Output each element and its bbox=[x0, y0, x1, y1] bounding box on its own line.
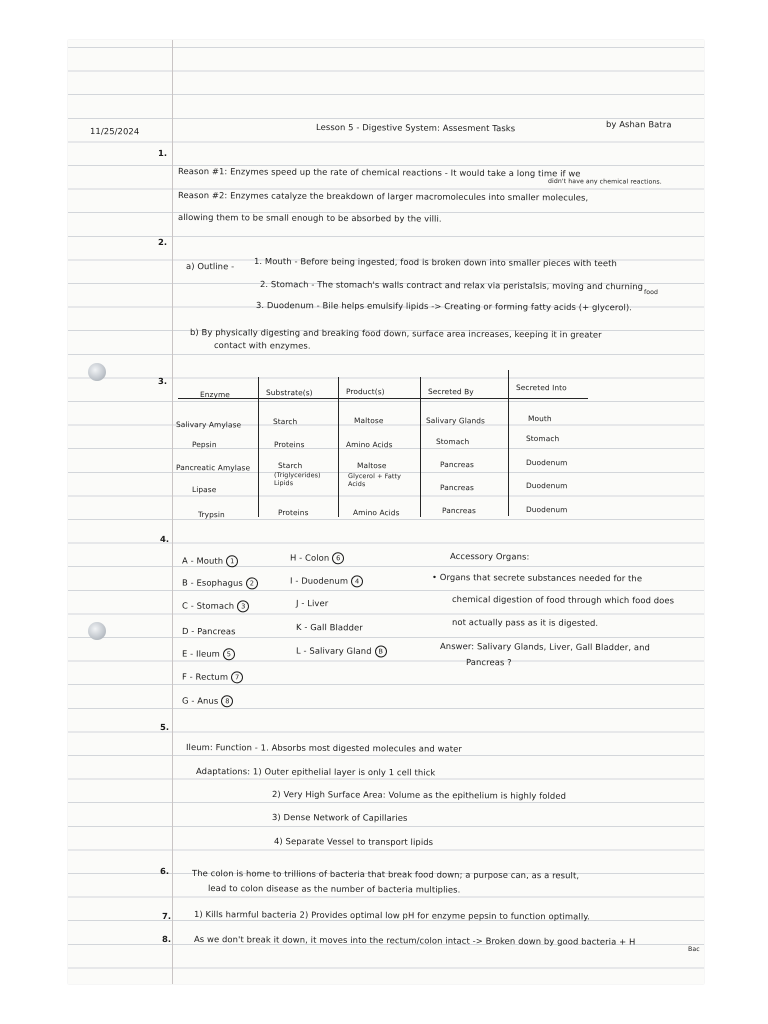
q8-answer: As we don't break it down, it moves into the rectum/colon intact -> Broken down by good bacteria + H bbox=[193, 934, 636, 947]
q2-outline-label: a) Outline - bbox=[185, 261, 235, 272]
accessory-definition: not actually pass as it is digested. bbox=[451, 617, 599, 628]
table-cell: Duodenum bbox=[525, 505, 568, 515]
q2-b-line1: b) By physically digesting and breaking food down, surface area increases, keeping it in greater bbox=[189, 327, 602, 340]
q6-line1: The colon is home to trillions of bacteria that break food down; a purpose can, as a result, bbox=[191, 868, 580, 881]
order-circle-icon: 7 bbox=[231, 671, 243, 683]
table-cell: Maltose bbox=[353, 416, 384, 426]
order-circle-icon: 5 bbox=[223, 648, 235, 660]
notebook-page bbox=[68, 40, 704, 984]
organ-label: B - Esophagus 2 bbox=[182, 577, 258, 589]
question-number: 4. bbox=[159, 534, 170, 545]
organ-label: K - Gall Bladder bbox=[295, 622, 363, 633]
q2-step1: 1. Mouth - Before being ingested, food is broken down into smaller pieces with teeth bbox=[253, 256, 617, 269]
table-cell: Salivary Glands bbox=[425, 416, 486, 426]
table-cell: Mouth bbox=[527, 414, 552, 424]
table-cell: Trypsin bbox=[197, 510, 225, 520]
q5-adaptation: 3) Dense Network of Capillaries bbox=[271, 812, 408, 823]
q5-adaptation: 4) Separate Vessel to transport lipids bbox=[273, 836, 434, 847]
q1-reason2-cont: allowing them to be small enough to be absorbed by the villi. bbox=[177, 212, 442, 224]
question-number: 5. bbox=[159, 722, 170, 733]
author: by Ashan Batra bbox=[605, 119, 672, 130]
table-cell: Pancreas bbox=[439, 483, 475, 493]
order-circle-icon: 2 bbox=[246, 577, 258, 589]
organ-label: D - Pancreas bbox=[181, 626, 236, 637]
organ-label: L - Salivary Gland B bbox=[296, 645, 387, 658]
table-cell: Pancreas bbox=[439, 460, 475, 470]
q5-adaptation: 2) Very High Surface Area: Volume as the epithelium is highly folded bbox=[271, 789, 567, 801]
accessory-answer: Answer: Salivary Glands, Liver, Gall Bladder, and bbox=[439, 641, 650, 653]
organ-label: H - Colon 6 bbox=[290, 552, 344, 564]
order-circle-icon: 1 bbox=[226, 555, 238, 567]
question-number: 3. bbox=[157, 376, 168, 387]
margin-line bbox=[172, 40, 173, 984]
order-circle-icon: 3 bbox=[237, 600, 249, 612]
table-cell: Starch bbox=[277, 461, 303, 471]
table-column-divider bbox=[258, 377, 259, 517]
table-cell: Pepsin bbox=[191, 440, 217, 450]
accessory-title: Accessory Organs: bbox=[449, 551, 530, 562]
q8-answer-overflow: Bac bbox=[687, 946, 700, 954]
table-cell: Salivary Amylase bbox=[175, 420, 242, 430]
order-circle-icon: B bbox=[375, 645, 387, 657]
q1-reason1: Reason #1: Enzymes speed up the rate of chemical reactions - It would take a long time if we bbox=[177, 166, 581, 179]
q2-step3: 3. Duodenum - Bile helps emulsify lipids -> Creating or forming fatty acids (+ glycerol). bbox=[255, 300, 633, 313]
accessory-definition: chemical digestion of food through which food does bbox=[451, 594, 675, 606]
question-number: 7. bbox=[161, 911, 172, 922]
question-number: 6. bbox=[159, 866, 170, 877]
order-circle-icon: 4 bbox=[351, 575, 363, 587]
organ-label: E - Ileum 5 bbox=[182, 648, 235, 660]
organ-label: C - Stomach 3 bbox=[182, 600, 249, 612]
table-cell: Glycerol + Fatty Acids bbox=[347, 472, 402, 489]
table-cell: Amino Acids bbox=[352, 508, 400, 518]
accessory-answer: Pancreas ? bbox=[465, 657, 512, 668]
order-circle-icon: 6 bbox=[332, 552, 344, 564]
q5-function: Ileum: Function - 1. Absorbs most digested molecules and water bbox=[185, 742, 463, 754]
q5-adaptations: Adaptations: 1) Outer epithelial layer is only 1 cell thick bbox=[195, 766, 436, 778]
table-cell: Starch bbox=[272, 417, 298, 427]
table-cell: (Triglycerides) Lipids bbox=[273, 471, 321, 488]
table-header-cell: Secreted Into bbox=[515, 383, 567, 393]
organ-label: A - Mouth 1 bbox=[182, 555, 238, 567]
page-title: Lesson 5 - Digestive System: Assesment Tasks bbox=[315, 122, 516, 134]
q2-b-line2: contact with enzymes. bbox=[213, 340, 311, 351]
table-cell: Amino Acids bbox=[345, 440, 393, 450]
question-number: 8. bbox=[161, 934, 172, 945]
table-cell: Pancreatic Amylase bbox=[175, 463, 251, 473]
table-cell: Duodenum bbox=[525, 481, 568, 491]
table-header-rule bbox=[178, 398, 588, 399]
table-cell: Maltose bbox=[356, 461, 387, 471]
table-cell: Stomach bbox=[435, 437, 470, 447]
table-header-cell: Secreted By bbox=[427, 387, 474, 397]
punch-hole-icon bbox=[88, 622, 106, 640]
table-header-cell: Product(s) bbox=[345, 387, 385, 397]
table-column-divider bbox=[508, 370, 509, 516]
table-cell: Lipase bbox=[191, 485, 217, 495]
q6-line2: lead to colon disease as the number of bacteria multiplies. bbox=[207, 883, 461, 895]
organ-label: I - Duodenum 4 bbox=[290, 575, 363, 587]
question-number: 2. bbox=[157, 237, 168, 248]
order-circle-icon: 8 bbox=[221, 695, 233, 707]
q2-step2: 2. Stomach - The stomach's walls contract and relax via peristalsis, moving and churning bbox=[259, 279, 644, 292]
table-cell: Pancreas bbox=[441, 506, 477, 516]
accessory-definition: • Organs that secrete substances needed for the bbox=[431, 572, 643, 584]
table-header-cell: Substrate(s) bbox=[265, 388, 313, 398]
table-cell: Duodenum bbox=[525, 458, 568, 468]
q1-reason1-cont: didn't have any chemical reactions. bbox=[547, 178, 662, 186]
organ-label: G - Anus 8 bbox=[182, 695, 233, 707]
q7-answer: 1) Kills harmful bacteria 2) Provides optimal low pH for enzyme pepsin to function optimally. bbox=[193, 909, 590, 922]
q1-reason2: Reason #2: Enzymes catalyze the breakdown of larger macromolecules into smaller molecules, bbox=[177, 190, 589, 203]
date: 11/25/2024 bbox=[89, 126, 140, 137]
q2-step2-note: food bbox=[643, 289, 659, 297]
organ-label: J - Liver bbox=[295, 598, 329, 609]
table-header-cell: Enzyme bbox=[199, 390, 230, 400]
question-number: 1. bbox=[157, 148, 168, 159]
table-column-divider bbox=[420, 377, 421, 517]
punch-hole-icon bbox=[88, 363, 106, 381]
table-cell: Proteins bbox=[273, 440, 305, 450]
table-cell: Proteins bbox=[277, 508, 309, 518]
table-column-divider bbox=[338, 377, 339, 517]
table-cell: Stomach bbox=[525, 434, 560, 444]
organ-label: F - Rectum 7 bbox=[182, 671, 243, 683]
